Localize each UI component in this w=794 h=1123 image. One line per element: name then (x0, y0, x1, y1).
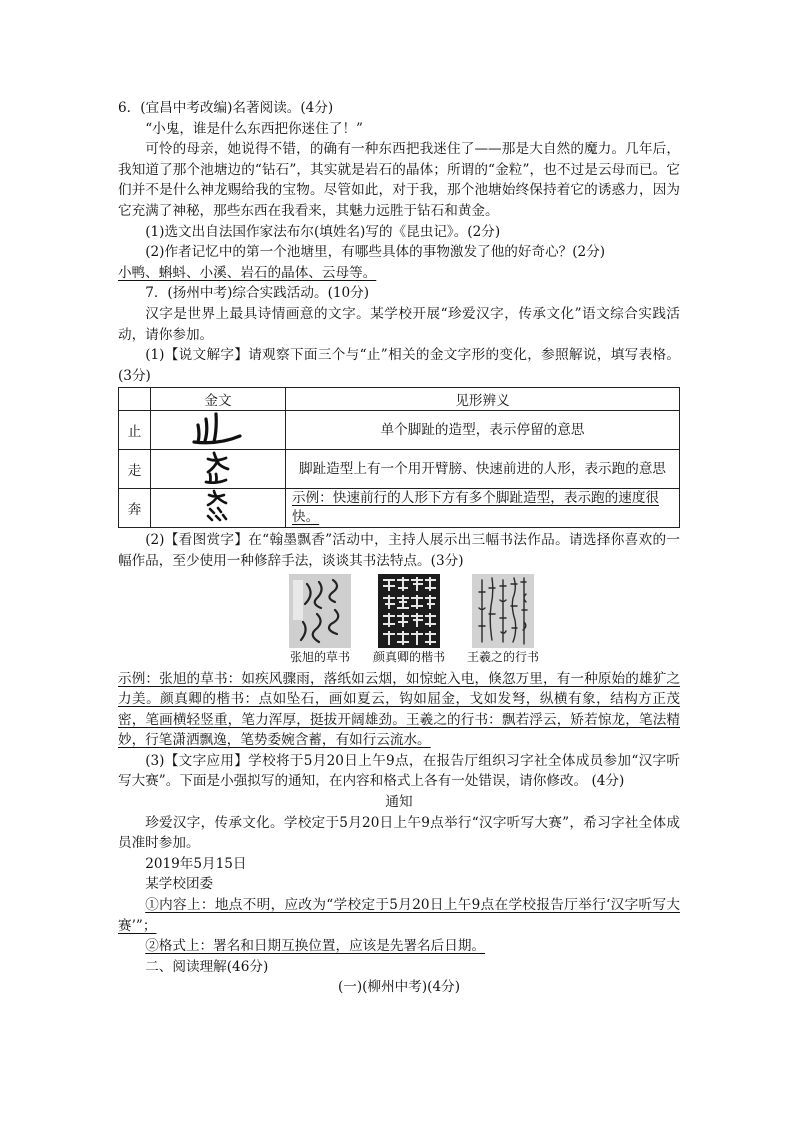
jinwen-zhi-icon (188, 411, 248, 445)
jinwen-glyph-ben (151, 489, 286, 528)
table-cell-char: 奔 (119, 489, 151, 528)
table-header-char (119, 388, 151, 411)
q6-sub2: (2)作者记忆中的第一个池塘里，有哪些具体的事物激发了他的好奇心？(2分) (145, 244, 606, 261)
jinwen-glyph-zhi (151, 411, 286, 450)
q6-answer2 (118, 263, 680, 284)
caption-wangxizhi: 王羲之的行书 (467, 649, 540, 664)
table-cell-char: 止 (119, 411, 151, 450)
q7-sub3: (3)【文字应用】学校将于5月20日上午9点，在报告厅组织习字社全体成员参加“汉字听写大赛”。下面是小强拟写的通知，在内容和格式上各有一处错误，请你修改。 (4分) (118, 752, 680, 790)
caption-yanzhenqing: 颜真卿的楷书 (372, 649, 445, 664)
regular-script-icon (378, 574, 440, 648)
table-cell-desc: 脚趾造型上有一个用开臂膀、快速前进的人形，表示跑的意思 (286, 450, 680, 489)
q7-answer3b (118, 936, 680, 957)
cursive-script-icon (289, 574, 351, 648)
zhangxu-cursive-image (289, 574, 351, 648)
sub-section-title: (一)(柳州中考)(4分) (337, 979, 461, 996)
jinwen-glyph-zou (151, 450, 286, 489)
section-title: 二、阅读理解(46分) (145, 958, 269, 975)
table-answer-ben: 示例：快速前行的人形下方有多个脚趾造型，表示跑的速度很快。 (292, 490, 660, 526)
q6-sub1: (1)选文出自法国作家法布尔(填姓名)写的《昆虫记》。(2分) (145, 223, 501, 240)
table-cell-desc (286, 489, 680, 528)
table-header-row (119, 388, 680, 411)
artwork-yanzhenqing (373, 574, 445, 665)
q6-title: 6．(宜昌中考改编)名著阅读。(4分) (118, 100, 334, 116)
caption-zhangxu: 张旭的草书 (289, 649, 350, 664)
q6-quote: “小鬼，谁是什么东西把你迷住了！” (145, 120, 363, 137)
table-row (119, 411, 680, 450)
notice-body: 珍爱汉字，传承文化。学校定于5月20日上午9点举行“汉字听写大赛”，希习字社全体成员准时参加。 (118, 814, 680, 852)
notice-title: 通知 (385, 794, 413, 811)
jinwen-zou-icon (188, 450, 248, 484)
artwork-zhangxu (289, 574, 351, 665)
q7-answer3a (118, 895, 680, 936)
jinwen-table (118, 387, 680, 528)
table-row (119, 489, 680, 528)
q7-answer2-text: 示例：张旭的草书：如疾风骤雨，落纸如云烟，如惊蛇入电，倏忽万里，有一种原始的雄犷之力美。颜真卿的楷书：点如坠石，画如夏云，钩如屈金，戈如发弩，纵横有象，结构方正茂密，笔画横轻竖重，笔力浑厚，挺拔开阔雄劲。王羲之的行书：飘若浮云，矫若惊龙，笔法精妙，行笔潇洒飘逸，笔势委婉含蓄，有如行云流水。 (118, 670, 680, 749)
running-script-icon (472, 574, 534, 648)
yanzhenqing-regular-image (378, 574, 440, 648)
jinwen-ben-icon (188, 489, 248, 523)
table-cell-desc: 单个脚趾的造型，表示停留的意思 (286, 411, 680, 450)
q7-sub2: (2)【看图赏字】在“翰墨飘香”活动中，主持人展示出三幅书法作品。请选择你喜欢的一幅作品，至少使用一种修辞手法，谈谈其书法特点。(3分) (118, 532, 680, 569)
notice-sign: 某学校团委 (145, 876, 214, 893)
calligraphy-gallery (148, 574, 680, 665)
q7-answer2 (118, 669, 680, 751)
q6-answer2-text: 小鸭、蝌蚪、小溪、岩石的晶体、云母等。 (118, 264, 377, 281)
table-cell-char: 走 (119, 450, 151, 489)
table-row (119, 450, 680, 489)
worksheet-page (118, 98, 680, 998)
table-header-meaning: 见形辨义 (286, 388, 680, 411)
table-header-jinwen: 金文 (151, 388, 286, 411)
q7-intro: 汉字是世界上最具诗情画意的文字。某学校开展“珍爱汉字，传承文化”语文综合实践活动，请你参加。 (118, 305, 680, 343)
notice-date: 2019年5月15日 (145, 855, 247, 872)
q7-title: 7．(扬州中考)综合实践活动。(10分) (145, 285, 370, 302)
artwork-wangxizhi (467, 574, 539, 665)
q7-answer3a-text: ①内容上：地点不明，应改为“学校定于5月20日上午9点在学校报告厅举行‘汉字听写大赛’”； (118, 897, 680, 934)
q7-answer3b-text: ②格式上：署名和日期互换位置，应该是先署名后日期。 (145, 938, 486, 955)
wangxizhi-running-image (472, 574, 534, 648)
q7-sub1: (1)【说文解字】请观察下面三个与“止”相关的金文字形的变化，参照解说，填写表格。(3分) (118, 347, 680, 384)
q6-passage: 可怜的母亲，她说得不错，的确有一种东西把我迷住了——那是大自然的魔力。几年后，我知道了那个池塘边的“钻石”，其实就是岩石的晶体；所谓的“金粒”，也不过是云母而已。它们并不是什么神龙赐给我的宝物。尽管如此，对于我，那个池塘始终保持着它的诱惑力，因为它充满了神秘，那些东西在我看来，其魅力远胜于钻石和黄金。 (118, 141, 680, 219)
